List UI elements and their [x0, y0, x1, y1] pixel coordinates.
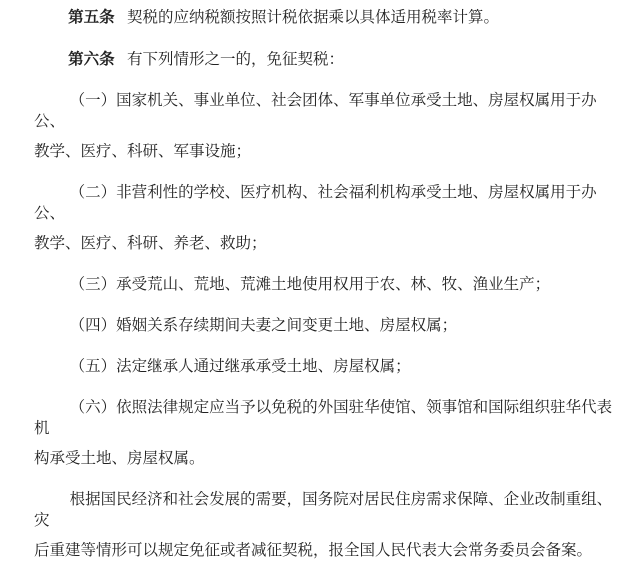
item-2-line1: 非营利性的学校、医疗机构、社会福利机构承受土地、房屋权属用于办公、 — [34, 183, 597, 222]
item-1-continuation — [34, 141, 626, 162]
item-2-continuation — [34, 233, 626, 254]
item-4-label: （四） — [69, 316, 117, 334]
closing-line1: 根据国民经济和社会发展的需要，国务院对居民住房需求保障、企业改制重组、灾 — [34, 490, 613, 529]
item-2-line2: 教学、医疗、科研、养老、救助； — [34, 234, 267, 252]
item-1-line2: 教学、医疗、科研、军事设施； — [34, 142, 252, 160]
item-5-line1: 法定继承人通过继承承受土地、房屋权属； — [116, 357, 411, 375]
item-1-label: （一） — [69, 91, 117, 109]
item-5-label: （五） — [69, 357, 117, 375]
item-1 — [34, 90, 626, 132]
item-4-line1: 婚姻关系存续期间夫妻之间变更土地、房屋权属； — [116, 316, 458, 334]
article-5-number: 第五条 — [68, 7, 115, 26]
item-6-label: （六） — [69, 398, 117, 416]
item-6-line1: 依照法律规定应当予以免税的外国驻华使馆、领事馆和国际组织驻华代表机 — [34, 398, 613, 437]
article-6-number: 第六条 — [68, 49, 115, 68]
item-3-line1: 承受荒山、荒地、荒滩土地使用权用于农、林、牧、渔业生产； — [116, 275, 551, 293]
item-5 — [34, 356, 626, 377]
article-6 — [34, 48, 626, 70]
item-3-label: （三） — [69, 275, 117, 293]
item-3 — [34, 274, 626, 295]
item-2-label: （二） — [69, 183, 117, 201]
item-6-line2: 构承受土地、房屋权属。 — [34, 449, 205, 467]
item-6 — [34, 397, 626, 439]
item-1-line1: 国家机关、事业单位、社会团体、军事单位承受土地、房屋权属用于办公、 — [34, 91, 597, 130]
closing-continuation — [34, 540, 626, 561]
item-2 — [34, 182, 626, 224]
article-5 — [34, 6, 626, 28]
article-6-text: 有下列情形之一的，免征契税： — [127, 50, 345, 68]
item-4 — [34, 315, 626, 336]
item-6-continuation — [34, 448, 626, 469]
closing-line2: 后重建等情形可以规定免征或者减征契税，报全国人民代表大会常务委员会备案。 — [34, 541, 593, 559]
closing-paragraph — [34, 489, 626, 531]
article-5-text: 契税的应纳税额按照计税依据乘以具体适用税率计算。 — [127, 8, 500, 26]
